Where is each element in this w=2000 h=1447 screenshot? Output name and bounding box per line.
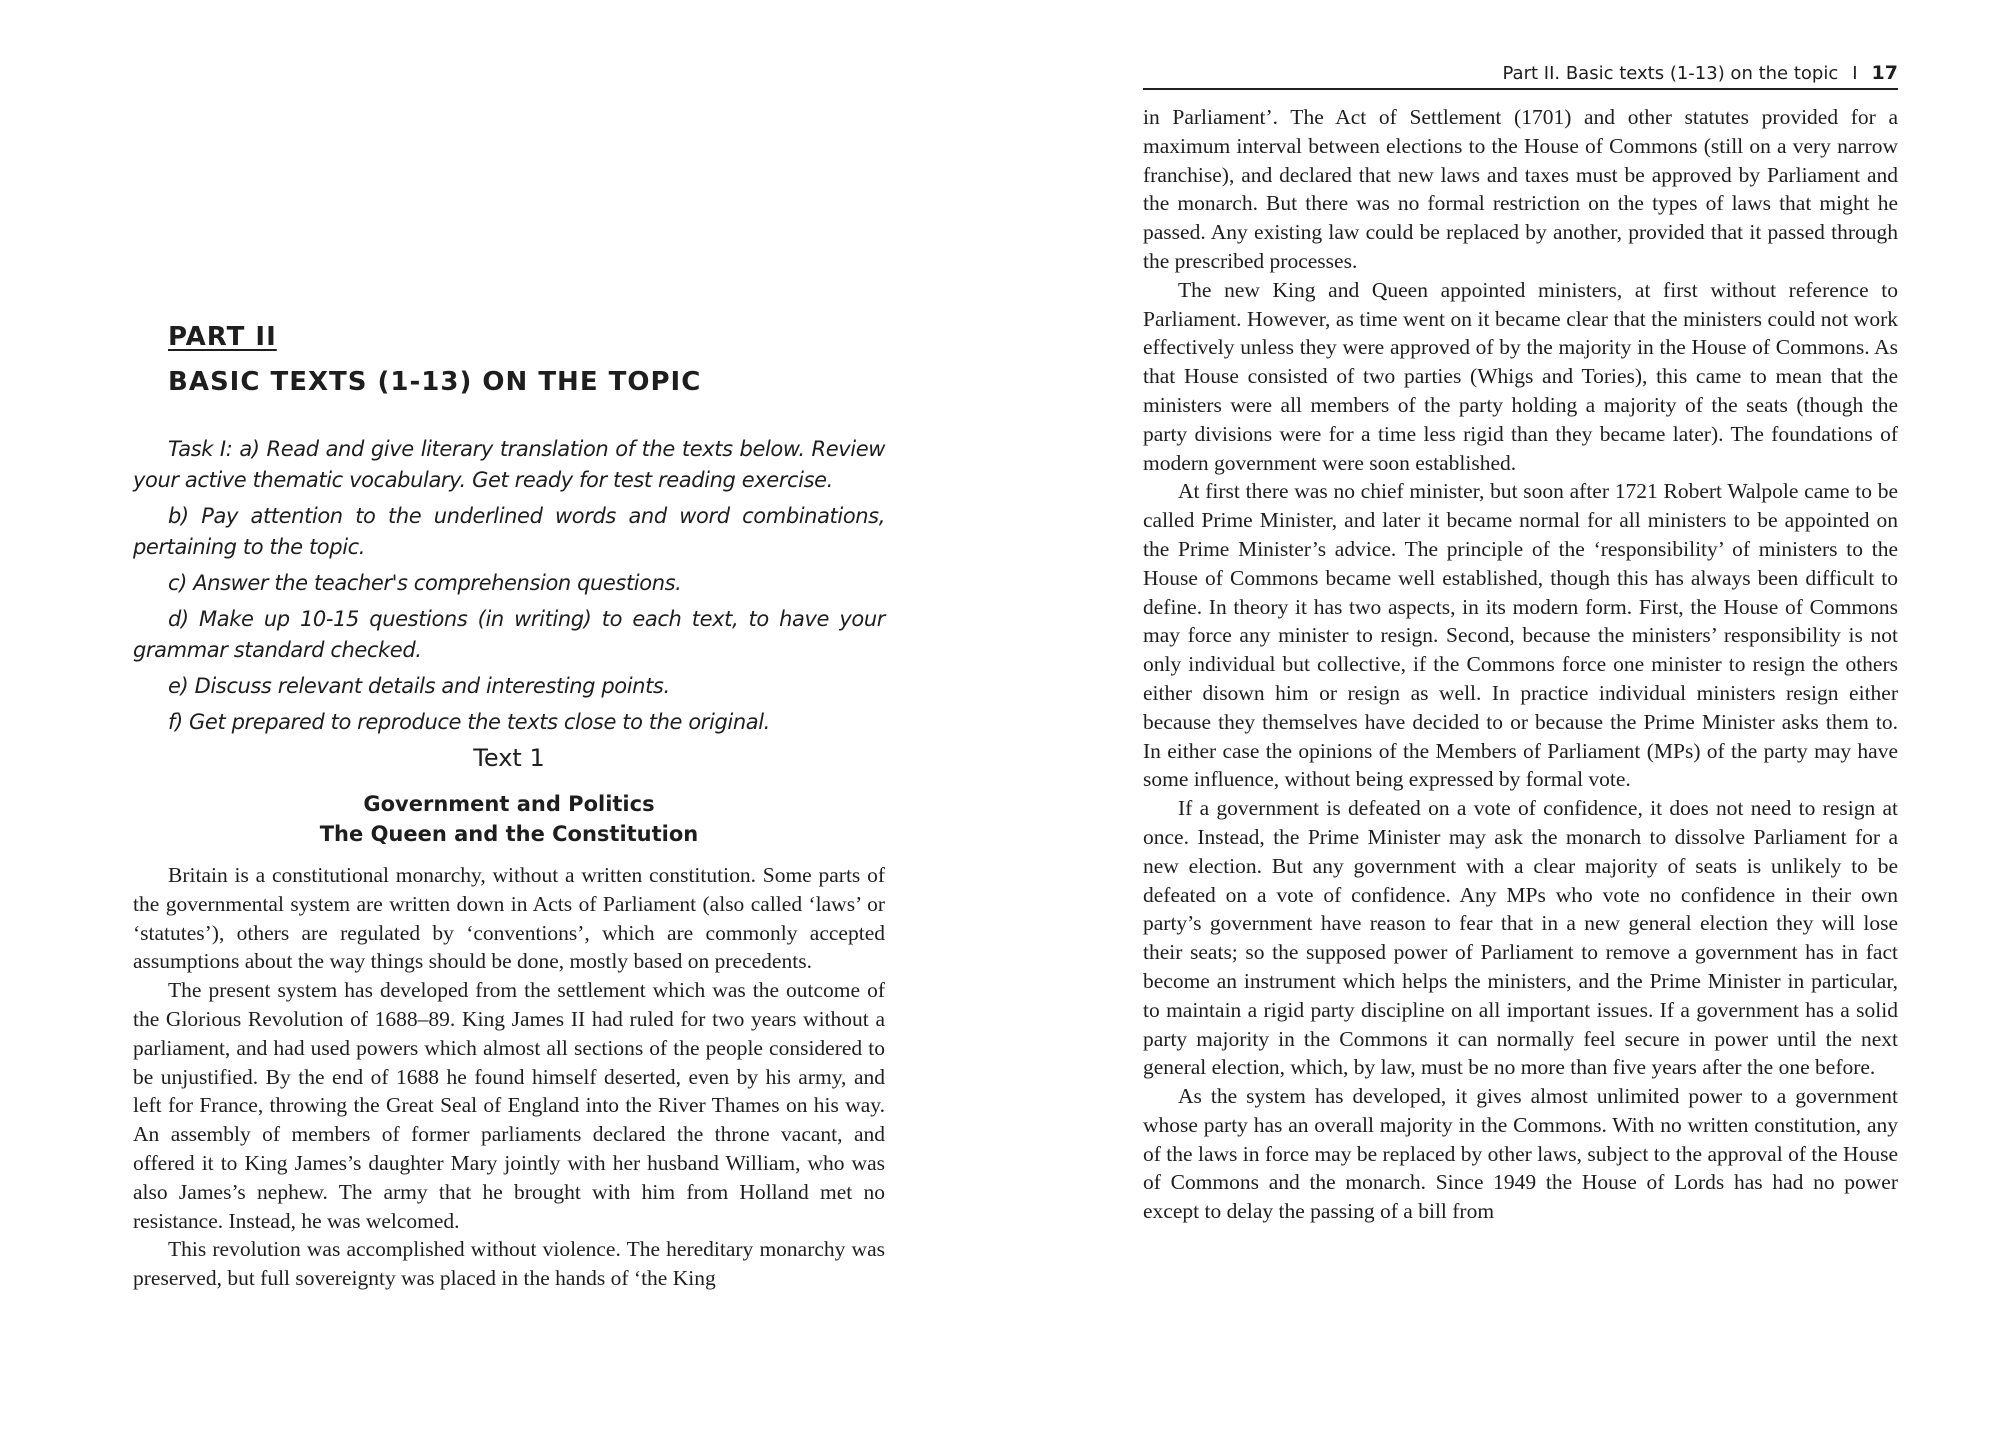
running-head-title: Part II. Basic texts (1-13) on the topic: [1502, 62, 1839, 84]
body-paragraph: The new King and Queen appointed ministers, at first without reference to Parliament. However, as time went on it became clear that the ministers could not work effectively unless they were approved of by the majority in the House of Commons. As that House consisted of two parties (Whigs and Tories), this came to mean that the ministers were all members of the party holding a majority of the seats (though the party divisions were for a time less rigid than they became later). The foundations of modern government were soon established.: [1143, 277, 1898, 475]
right-body-text: [1143, 103, 1898, 1226]
body-paragraph: If a government is defeated on a vote of confidence, it does not need to resign at once. Instead, the Prime Minister may ask the monarch to dissolve Parliament for a new election. But any government with a clear majority of seats is unlikely to be defeated on a vote of confidence. Any MPs who vote no confidence in their own party’s government have reason to fear that in a new general election they will lose their seats; so the supposed power of Parliament to remove a government has in fact become an instrument which helps the ministers, and the Prime Minister in particular, to maintain a rigid party discipline on all important issues. If a government has a solid party majority in the Commons it can normally feel secure in power until the next general election, which, by law, must be no more than five years after the one before.: [1143, 796, 1898, 1080]
right-page: [1143, 0, 1898, 1447]
task-item: d) Make up 10-15 questions (in writing) to each text, to have your grammar standard checked.: [133, 607, 885, 662]
page-number: 17: [1871, 62, 1898, 84]
left-page: [133, 0, 885, 1447]
running-head-separator: I: [1852, 62, 1858, 84]
task-item: e) Discuss relevant details and interesting points.: [168, 674, 670, 698]
task-item: Task I: a) Read and give literary translation of the texts below. Review your active thematic vocabulary. Get ready for test reading exercise.: [133, 437, 885, 492]
body-paragraph: As the system has developed, it gives almost unlimited power to a government whose party has an overall majority in the Commons. With no written constitution, any of the laws in force may be replaced by other laws, subject to the approval of the House of Commons and the monarch. Since 1949 the House of Lords has had no power except to delay the passing of a bill from: [1143, 1084, 1898, 1224]
body-paragraph: This revolution was accomplished without violence. The hereditary monarchy was preserved, but full sovereignty was placed in the hands of ‘the King: [133, 1237, 885, 1291]
task-item: c) Answer the teacher's comprehension questions.: [168, 571, 682, 595]
part-title: PART II: [168, 322, 277, 352]
running-head: [1143, 58, 1898, 90]
text-title: Government and Politics: [363, 792, 655, 816]
left-body-text: [133, 861, 885, 1293]
text-subtitle: The Queen and the Constitution: [319, 822, 699, 846]
body-paragraph: The present system has developed from the settlement which was the outcome of the Glorious Revolution of 1688–89. King James II had ruled for two years without a parliament, and had used powers which almost all sections of the people considered to be unjustified. By the end of 1688 he found himself deserted, even by his army, and left for France, throwing the Great Seal of England into the River Thames on his way. An assembly of members of former parliaments declared the throne vacant, and offered it to King James’s daughter Mary jointly with her husband William, who was also James’s nephew. The army that he brought with him from Holland met no resistance. Instead, he was welcomed.: [133, 978, 885, 1233]
text-heading: Text 1: [473, 744, 545, 772]
part-subtitle: BASIC TEXTS (1-13) ON THE TOPIC: [168, 367, 702, 397]
body-paragraph: At first there was no chief minister, but soon after 1721 Robert Walpole came to be called Prime Minister, and later it became normal for all ministers to be appointed on the Prime Minister’s advice. The principle of the ‘responsibility’ of ministers to the House of Commons became well established, though this has always been difficult to define. In theory it has two aspects, in its modern form. First, the House of Commons may force any minister to resign. Second, because the ministers’ responsibility is not only individual but collective, if the Commons force one minister to resign the others either disown him or resign as well. In practice individual ministers resign either because they themselves have decided to or because the Prime Minister asks them to. In either case the opinions of the Members of Parliament (MPs) of the party may have some influence, without being expressed by formal vote.: [1143, 479, 1898, 792]
task-list: [133, 434, 885, 743]
task-item: f) Get prepared to reproduce the texts close to the original.: [168, 710, 770, 734]
body-paragraph: in Parliament’. The Act of Settlement (1701) and other statutes provided for a maximum interval between elections to the House of Commons (still on a very narrow franchise), and declared that new laws and taxes must be approved by Parliament and the monarch. But there was no formal restriction on the types of laws that might he passed. Any existing law could be replaced by another, provided that it passed through the prescribed processes.: [1143, 105, 1898, 273]
body-paragraph: Britain is a constitutional monarchy, without a written constitution. Some parts of the governmental system are written down in Acts of Parliament (also called ‘laws’ or ‘statutes’), others are regulated by ‘conventions’, which are commonly accepted assumptions about the way things should be done, mostly based on precedents.: [133, 863, 885, 974]
task-item: b) Pay attention to the underlined words and word combinations, pertaining to the topic.: [133, 504, 885, 559]
